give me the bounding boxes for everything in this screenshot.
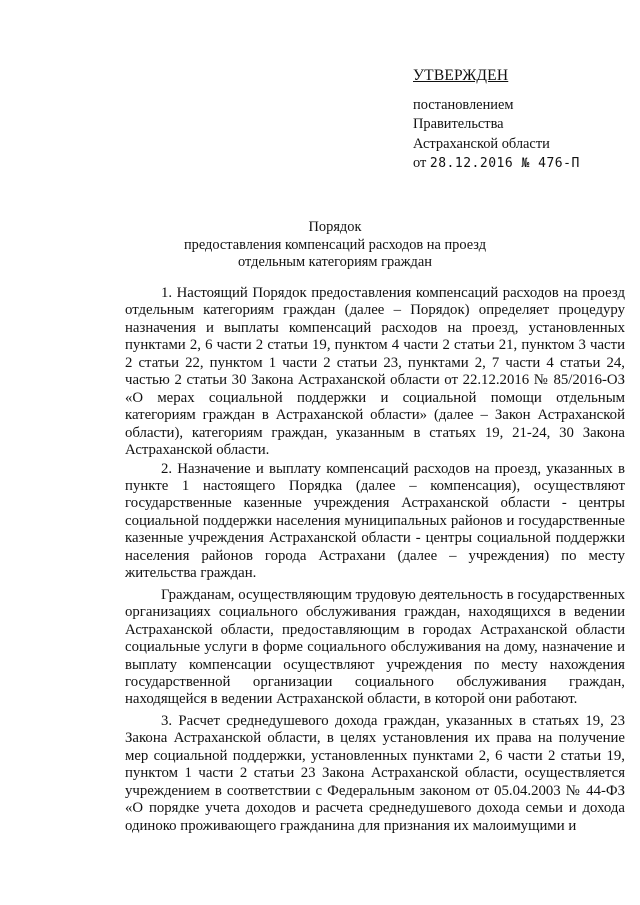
paragraph-2: 2. Назначение и выплату компенсаций расходов на проезд, указанных в пункте 1 настоящего Порядка (далее – компенсация), осуществляют государственные казенные учреждения Астраханской области - центры социальной поддержки населения муниципальных районов и государственные казенные учреждения Астраханской области - центры социальной поддержки населения районов города Астрахани (далее – учреждения) по месту жительства граждан. bbox=[125, 460, 625, 582]
paragraph-4: 3. Расчет среднедушевого дохода граждан, указанных в статьях 19, 23 Закона Астраханской области, в целях установления их права на получение мер социальной поддержки, установленных пунктами 2, 6 части 2 статьи 19, пунктом 1 части 2 статьи 23 Закона Астраханской области, осуществляется учреждением в соответствии с Федеральным законом от 05.04.2003 № 44-ФЗ «О порядке учета доходов и расчета среднедушевого дохода семьи и дохода одиноко проживающего гражданина для признания их малоимущими и bbox=[125, 712, 625, 834]
paragraph-1: 1. Настоящий Порядок предоставления компенсаций расходов на проезд отдельным категориям граждан (далее – Порядок) определяет процедуру назначения и выплаты компенсаций расходов на проезд, установленных пунктами 2, 6 части 2 статьи 19, пунктом 4 части 2 статьи 21, пунктом 3 части 2 статьи 22, пунктом 1 части 2 статьи 23, пунктами 2, 7 части 4 статьи 24, частью 2 статьи 30 Закона Астраханской области от 22.12.2016 № 85/2016-ОЗ «О мерах социальной поддержки и социальной помощи отдельным категориям граждан в Астраханской области» (далее – Закон Астраханской области), категориям граждан, указанным в статьях 19, 21-24, 30 Закона Астраханской области. bbox=[125, 285, 625, 459]
title-line-2: предоставления компенсаций расходов на проезд bbox=[183, 236, 487, 253]
approval-date-value: 28.12.2016 № 476-П bbox=[429, 156, 580, 171]
approval-stamp bbox=[413, 66, 628, 174]
document-title bbox=[100, 219, 570, 272]
title-line-1: Порядок bbox=[308, 219, 362, 235]
approval-line-3: Астраханской области bbox=[413, 135, 550, 152]
paragraph-3: Гражданам, осуществляющим трудовую деятельность в государственных организациях социального обслуживания граждан, находящихся в ведении Астраханской области, предоставляющим в городах Астраханской области социальные услуги в форме социального обслуживания на дому, назначение и выплату компенсации осуществляют учреждения по месту нахождения государственной организации социального обслуживания граждан, находящейся в ведении Астраханской области, в которой они работают. bbox=[125, 586, 625, 708]
approval-date-prefix: от bbox=[413, 155, 427, 171]
approval-date bbox=[413, 154, 628, 174]
approval-line-2: Правительства bbox=[413, 116, 504, 132]
approval-title: УТВЕРЖДЕН bbox=[413, 67, 509, 84]
title-line-3: отдельным категориям граждан bbox=[238, 254, 432, 271]
document-body bbox=[125, 285, 625, 835]
approval-line-1: постановлением bbox=[413, 96, 514, 113]
